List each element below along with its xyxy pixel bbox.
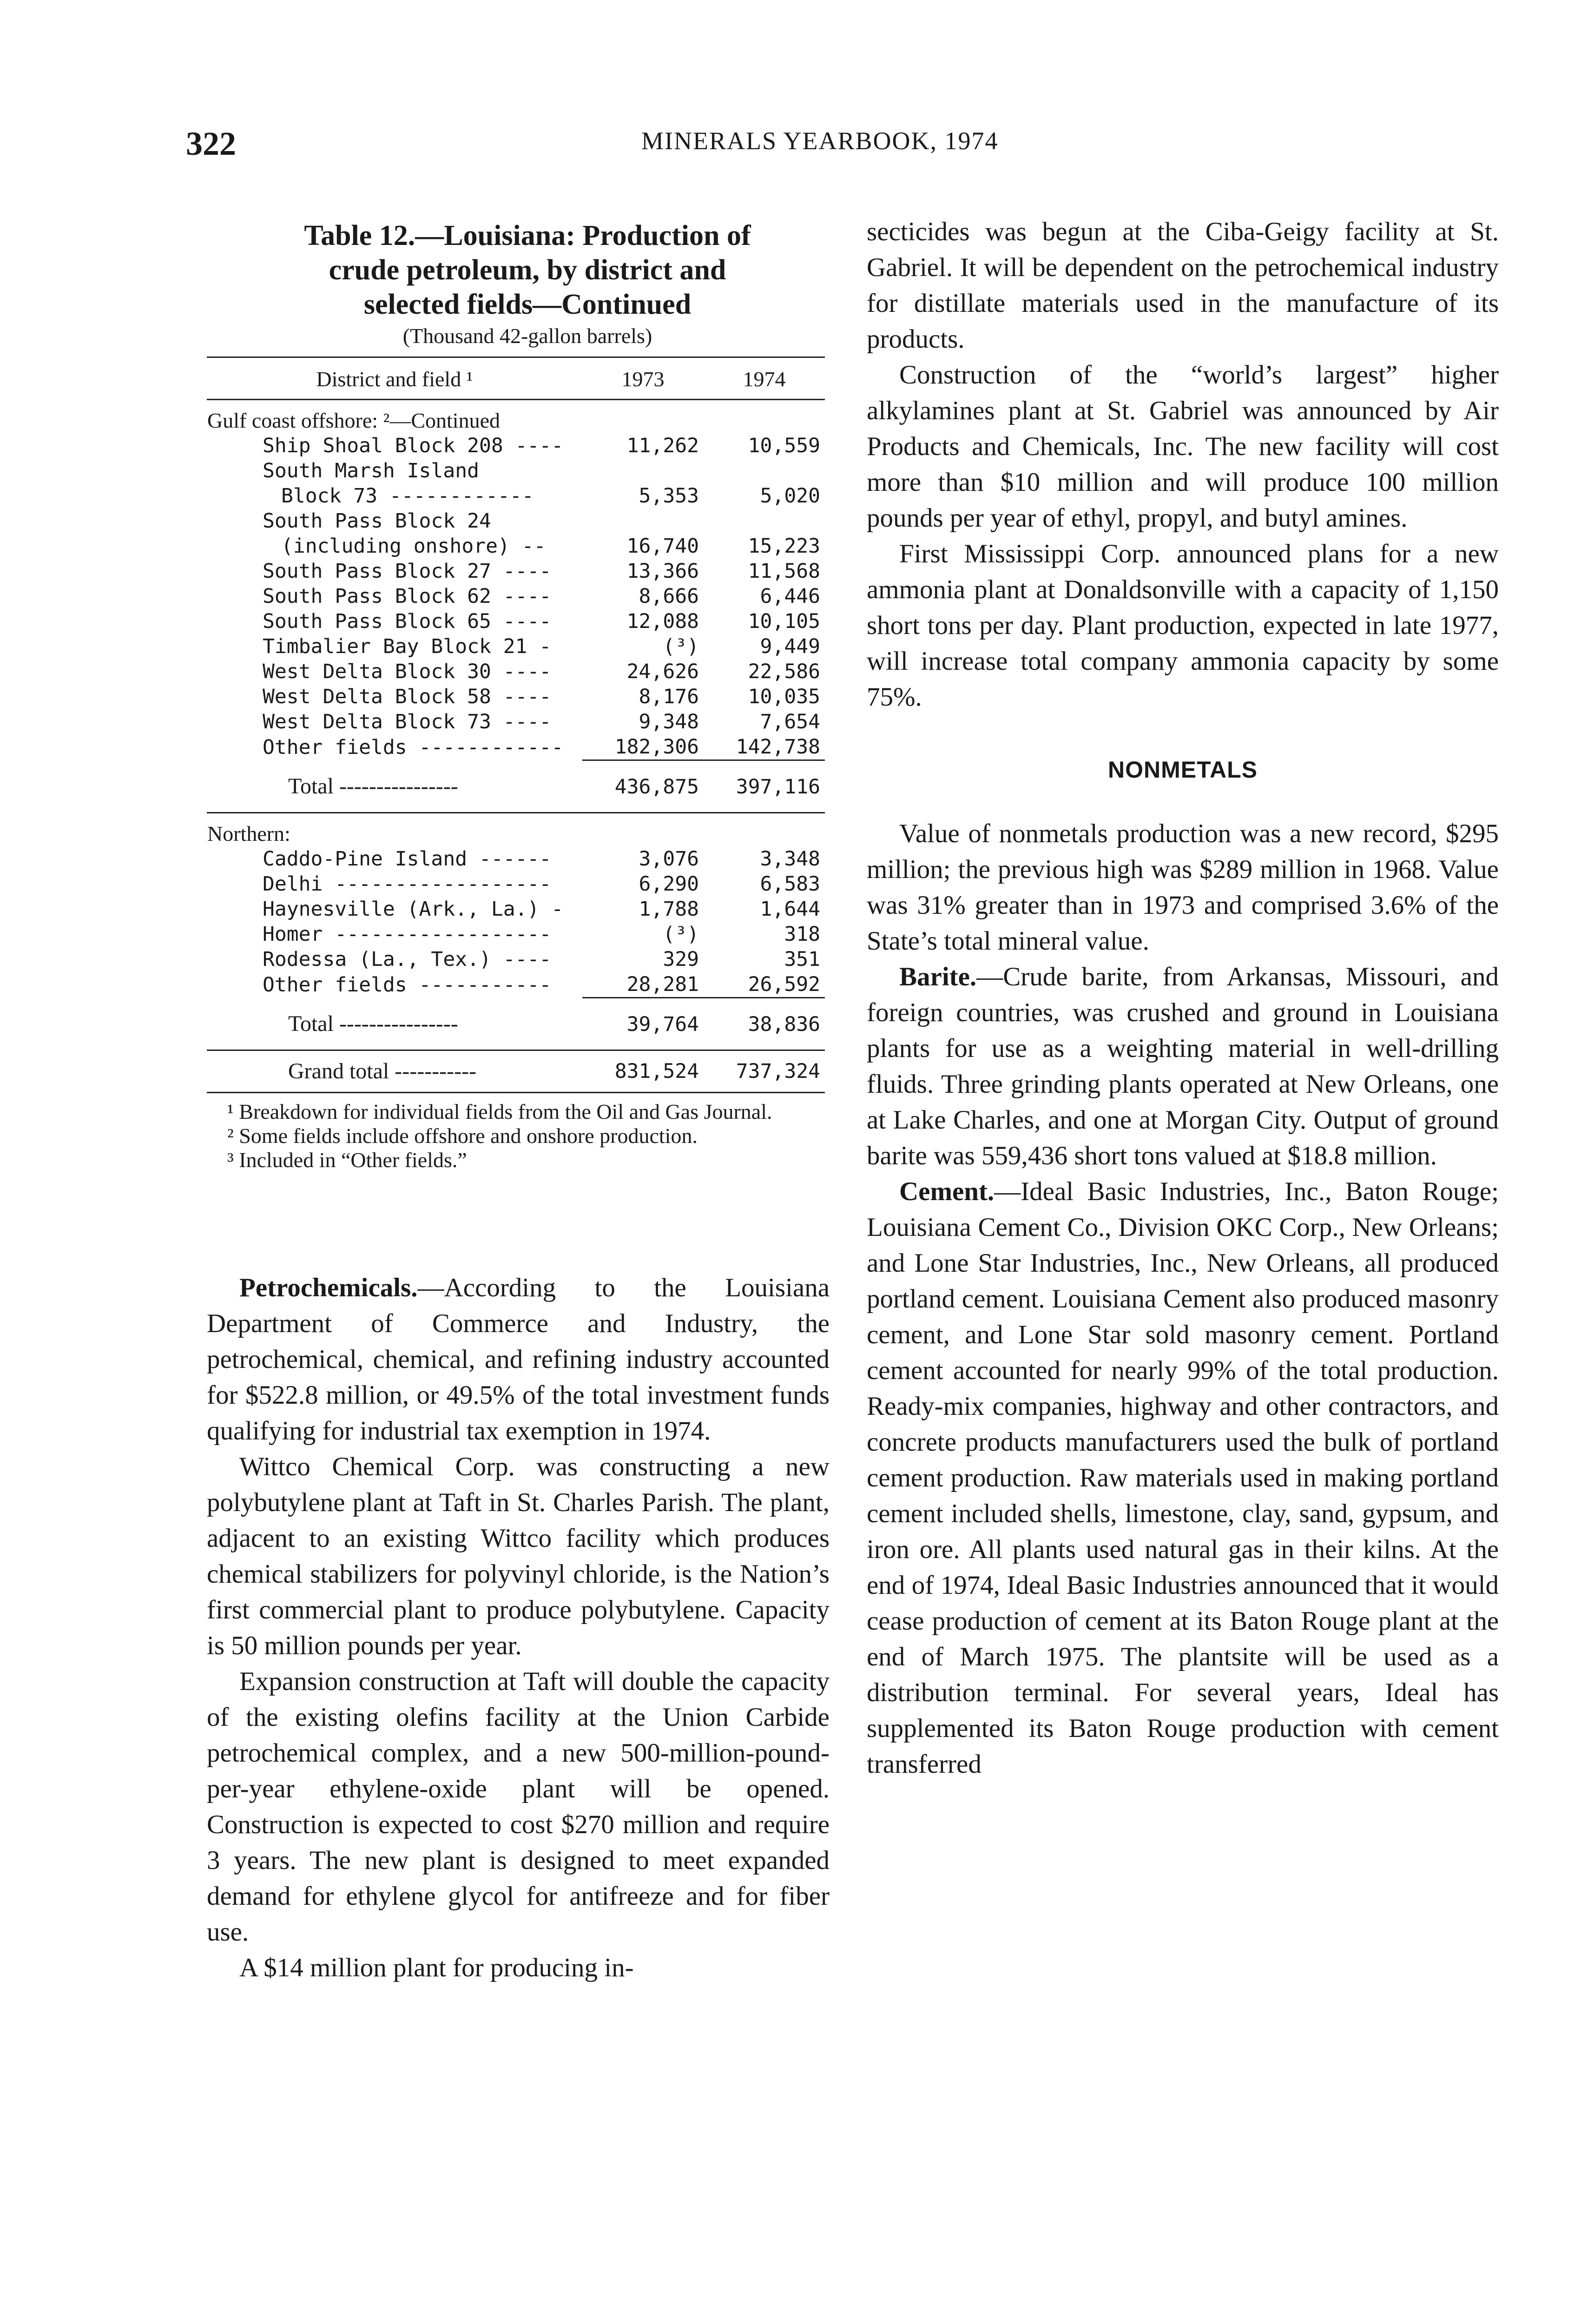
value-1973: 8,176 <box>639 685 699 708</box>
paragraph: Construction of the “world’s largest” higher alkylamines plant at St. Gabriel was announced by Air Products and Chemicals, Inc. The new facility will cost more than $10 million and will produce 100 million pounds per year of ethyl, propyl, and butyl amines. <box>867 360 1499 533</box>
table-row <box>207 972 825 998</box>
field-name: Delhi ------------------ <box>263 872 552 896</box>
value-1974 <box>704 508 825 534</box>
field-name: Homer ------------------ <box>263 923 552 946</box>
group-label-northern: Northern: <box>207 813 825 847</box>
field-name: Other fields ------------ <box>263 735 564 759</box>
table-row <box>207 922 825 947</box>
grand-total-1974: 737,324 <box>704 1050 825 1093</box>
total-1974: 38,836 <box>704 998 825 1050</box>
value-1973: 8,666 <box>639 585 699 608</box>
value-1973: 6,290 <box>639 872 699 896</box>
table-total-row <box>207 760 825 813</box>
value-1973: 24,626 <box>626 660 699 683</box>
total-1973: 39,764 <box>582 998 704 1050</box>
value-1974: 142,738 <box>736 735 820 759</box>
page-number: 322 <box>186 125 236 162</box>
value-1973: 1,788 <box>639 898 699 921</box>
petrochemicals-heading: Petrochemicals. <box>239 1273 418 1302</box>
total-1973: 436,875 <box>582 760 704 813</box>
table-row <box>207 534 825 559</box>
total-label: Total ---------------- <box>288 774 458 799</box>
value-1973: (³) <box>663 635 699 658</box>
table-row <box>207 458 825 483</box>
paragraph-text: —Crude barite, from Arkansas, Missouri, and foreign countries, was crushed and ground in Louisiana plants for use as a weighting material in well-drilling fluids. Three grinding plants operated at New Orleans, one at Lake Charles, and one at Morgan City. Output of ground barite was 559,436 short tons valued at $18.8 million. <box>867 962 1499 1170</box>
table-subtitle: (Thousand 42-gallon barrels) <box>402 324 652 348</box>
value-1973: 3,076 <box>639 847 699 871</box>
paragraph: First Mississippi Corp. announced plans for a new ammonia plant at Donaldsonville with a capacity of 1,150 short tons per day. Plant production, expected in late 1977, will increase total company ammonia capacity by some 75%. <box>867 539 1499 712</box>
value-1973: 182,306 <box>614 735 699 759</box>
field-name: South Pass Block 62 ---- <box>263 585 552 608</box>
value-1973 <box>582 508 704 534</box>
total-label: Total ---------------- <box>288 1011 458 1037</box>
table-footnotes <box>207 1100 830 1172</box>
table-row <box>207 559 825 584</box>
footnote: ² Some fields include offshore and onshore production. <box>227 1124 698 1148</box>
table-row <box>207 709 825 734</box>
field-name: Timbalier Bay Block 21 - <box>263 635 552 658</box>
value-1973: 16,740 <box>626 535 699 558</box>
paragraph: A $14 million plant for producing in- <box>239 1953 634 1982</box>
table-group-row <box>207 400 825 434</box>
nonmetals-heading: NONMETALS <box>1108 757 1258 783</box>
table-row <box>207 634 825 659</box>
value-1974: 1,644 <box>760 898 820 921</box>
production-table <box>207 357 825 1093</box>
right-column <box>867 214 1499 1782</box>
value-1974: 26,592 <box>748 973 820 996</box>
paragraph <box>867 959 1499 1174</box>
field-name: Block 73 ------------ <box>281 484 534 508</box>
paragraph: Expansion construction at Taft will double the capacity of the existing olefins facility at the Union Carbide petrochemical complex, and a new 500-million-pound-per-year ethylene-oxide plant will be opened. Construction is expected to cost $270 million and require 3 years. The new plant is designed to meet expanded demand for ethylene glycol for antifreeze and for fiber use. <box>207 1667 830 1947</box>
table-title-line: selected fields—Continued <box>363 289 692 320</box>
field-name: South Pass Block 24 <box>263 509 491 533</box>
table-title-line: Table 12.—Louisiana: Production of <box>304 220 751 251</box>
value-1973: 12,088 <box>626 610 699 633</box>
table-row <box>207 659 825 684</box>
field-name: Caddo-Pine Island ------ <box>263 847 552 871</box>
value-1973: 329 <box>663 948 699 971</box>
table-header-row <box>207 357 825 400</box>
field-name: West Delta Block 73 ---- <box>263 710 552 733</box>
table-grand-total-row <box>207 1050 825 1093</box>
field-name: Rodessa (La., Tex.) ---- <box>263 948 552 971</box>
value-1974: 351 <box>784 948 820 971</box>
grand-total-label: Grand total ----------- <box>207 1050 582 1093</box>
value-1974: 318 <box>784 923 820 946</box>
table-row <box>207 872 825 897</box>
value-1974: 22,586 <box>748 660 820 683</box>
table-row <box>207 483 825 508</box>
value-1974: 11,568 <box>748 560 820 583</box>
table-total-row <box>207 998 825 1050</box>
table-row <box>207 584 825 609</box>
grand-total-1973: 831,524 <box>582 1050 704 1093</box>
field-name: Other fields ----------- <box>263 973 552 997</box>
group-label-gulf: Gulf coast offshore: ²—Continued <box>207 409 501 432</box>
value-1973: 13,366 <box>626 560 699 583</box>
value-1974: 10,035 <box>748 685 820 708</box>
value-1974 <box>704 458 825 483</box>
left-column <box>207 218 830 1986</box>
table-row <box>207 684 825 709</box>
column-header-1973: 1973 <box>582 357 704 400</box>
value-1974: 9,449 <box>760 635 820 658</box>
value-1973: (³) <box>663 923 699 946</box>
value-1973: 28,281 <box>626 973 699 996</box>
cement-heading: Cement. <box>899 1177 995 1206</box>
table-title <box>225 218 830 322</box>
table-group-row <box>207 813 825 847</box>
table-row <box>207 734 825 760</box>
paragraph: Wittco Chemical Corp. was constructing a new polybutylene plant at Taft in St. Charles Parish. The plant, adjacent to an existing Wittco facility which produces chemical stabilizers for polyvinyl chloride, is the Nation’s first commercial plant to produce polybutylene. Capacity is 50 million pounds per year. <box>207 1452 830 1660</box>
value-1974: 10,559 <box>748 434 820 457</box>
table-row <box>207 846 825 872</box>
running-title: MINERALS YEARBOOK, 1974 <box>641 127 999 155</box>
field-name: South Pass Block 65 ---- <box>263 610 552 633</box>
footnote: ¹ Breakdown for individual fields from the Oil and Gas Journal. <box>227 1100 772 1123</box>
value-1973 <box>582 458 704 483</box>
value-1974: 10,105 <box>748 610 820 633</box>
column-header-field: District and field ¹ <box>207 357 582 400</box>
barite-heading: Barite. <box>899 962 977 991</box>
value-1973: 11,262 <box>626 434 699 457</box>
value-1974: 6,583 <box>760 872 820 896</box>
paragraph-text: —Ideal Basic Industries, Inc., Baton Rouge; Louisiana Cement Co., Division OKC Corp., New Orleans; and Lone Star Industries, Inc., New Orleans, all produced portland cement. Louisiana Cement also produced masonry cement, and Lone Star sold masonry cement. Portland cement accounted for nearly 99% of the total production. Ready-mix companies, highway and other contractors, and concrete products manufacturers used the bulk of portland cement production. Raw materials used in making portland cement included shells, limestone, clay, sand, gypsum, and iron ore. All plants used natural gas in their kilns. At the end of 1974, Ideal Basic Industries announced that it would cease production of cement at its Baton Rouge plant at the end of March 1975. The plantsite will be used as a distribution terminal. For several years, Ideal has supplemented its Baton Rouge production with cement transferred <box>867 1177 1499 1779</box>
table-row <box>207 947 825 972</box>
field-name: South Pass Block 27 ---- <box>263 560 552 583</box>
table-row <box>207 897 825 922</box>
table-row <box>207 609 825 634</box>
value-1974: 5,020 <box>760 484 820 508</box>
field-name: South Marsh Island <box>263 459 479 482</box>
footnote: ³ Included in “Other fields.” <box>227 1148 467 1172</box>
paragraph <box>867 1174 1499 1782</box>
field-name: West Delta Block 30 ---- <box>263 660 552 683</box>
paragraph: Value of nonmetals production was a new record, $295 million; the previous high was $289 million in 1968. Value was 31% greater than in 1973 and comprised 3.6% of the State’s total mineral value. <box>867 819 1499 956</box>
petrochemicals-section <box>207 1270 830 1986</box>
table-title-line: crude petroleum, by district and <box>329 254 726 286</box>
value-1974: 6,446 <box>760 585 820 608</box>
field-name: Ship Shoal Block 208 ---- <box>263 434 564 457</box>
value-1973: 5,353 <box>639 484 699 508</box>
value-1973: 9,348 <box>639 710 699 733</box>
table-row <box>207 433 825 458</box>
value-1974: 7,654 <box>760 710 820 733</box>
field-name: West Delta Block 58 ---- <box>263 685 552 708</box>
field-name: Haynesville (Ark., La.) - <box>263 898 564 921</box>
paragraph <box>207 1270 830 1449</box>
paragraph-text: —According to the Louisiana Department of Commerce and Industry, the petrochemical, chemical, and refining industry accounted for $522.8 million, or 49.5% of the total investment funds qualifying for industrial tax exemption in 1974. <box>207 1273 830 1446</box>
column-header-1974: 1974 <box>704 357 825 400</box>
value-1974: 15,223 <box>748 535 820 558</box>
field-name: (including onshore) -- <box>281 535 546 558</box>
paragraph: secticides was begun at the Ciba-Geigy facility at St. Gabriel. It will be dependent on the petrochemical industry for distillate materials used in the manufacture of its products. <box>867 217 1499 354</box>
total-1974: 397,116 <box>704 760 825 813</box>
table-row <box>207 508 825 534</box>
value-1974: 3,348 <box>760 847 820 871</box>
